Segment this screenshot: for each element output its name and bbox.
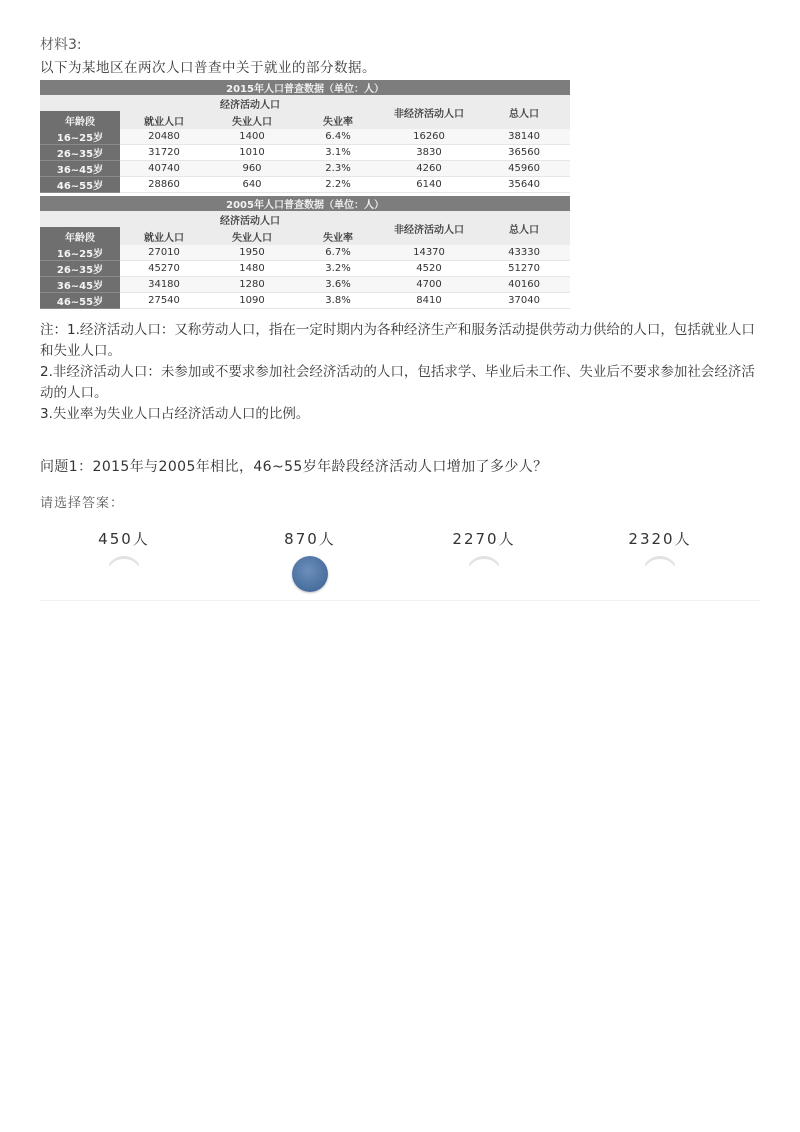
answer-option[interactable] [424,528,544,592]
cell-age: 16~25岁 [40,245,120,261]
header-age: 年龄段 [40,111,120,129]
cell-total: 36560 [478,145,570,161]
cell-rate: 6.4% [296,129,380,145]
header-total: 总人口 [478,211,570,245]
cell-rate: 3.6% [296,277,380,293]
cell-unemployed: 1280 [208,277,296,293]
table-row [40,177,570,193]
divider [40,600,760,601]
cell-total: 35640 [478,177,570,193]
cell-unemployed: 1400 [208,129,296,145]
cell-age: 46~55岁 [40,177,120,193]
answer-option[interactable] [600,528,720,592]
cell-non-econ: 4260 [380,161,478,177]
cell-total: 51270 [478,261,570,277]
cell-unemployed: 640 [208,177,296,193]
notes [40,320,760,425]
answer-option[interactable] [64,528,184,592]
table-row [40,161,570,177]
option-label: 2320人 [628,530,692,548]
cell-non-econ: 14370 [380,245,478,261]
cell-rate: 2.3% [296,161,380,177]
cell-unemployed: 1950 [208,245,296,261]
header-blank [40,211,120,227]
radio-button[interactable] [106,556,142,592]
cell-rate: 6.7% [296,245,380,261]
question-text: 问题1：2015年与2005年相比，46~55岁年龄段经济活动人口增加了多少人？ [40,459,548,475]
header-econ-group: 经济活动人口 [120,211,380,227]
table-row [40,245,570,261]
cell-age: 36~45岁 [40,277,120,293]
header-unemployed: 失业人口 [208,227,296,245]
cell-employed: 20480 [120,129,208,145]
header-age: 年龄段 [40,227,120,245]
cell-total: 38140 [478,129,570,145]
cell-rate: 2.2% [296,177,380,193]
cell-age: 36~45岁 [40,161,120,177]
cell-unemployed: 960 [208,161,296,177]
header-non-econ: 非经济活动人口 [380,211,478,245]
answer-option[interactable] [250,528,370,592]
material-label: 材料3: [40,37,82,53]
cell-non-econ: 4520 [380,261,478,277]
table-row [40,145,570,161]
cell-employed: 45270 [120,261,208,277]
cell-total: 45960 [478,161,570,177]
header-econ-group: 经济活动人口 [120,95,380,111]
cell-rate: 3.2% [296,261,380,277]
note-1: 注：1.经济活动人口：又称劳动人口，指在一定时期内为各种经济生产和服务活动提供劳动力供给的人口，包括就业人口和失业人口。 [40,322,755,359]
header-blank [40,95,120,111]
table-row [40,277,570,293]
cell-employed: 34180 [120,277,208,293]
cell-unemployed: 1090 [208,293,296,309]
option-label: 870人 [284,530,336,548]
cell-non-econ: 3830 [380,145,478,161]
cell-employed: 31720 [120,145,208,161]
header-rate: 失业率 [296,227,380,245]
cell-unemployed: 1480 [208,261,296,277]
header-employed: 就业人口 [120,111,208,129]
cell-non-econ: 8410 [380,293,478,309]
header-rate: 失业率 [296,111,380,129]
radio-button-selected[interactable] [292,556,328,592]
table-row [40,129,570,145]
cell-age: 16~25岁 [40,129,120,145]
option-label: 450人 [98,530,150,548]
header-employed: 就业人口 [120,227,208,245]
header-total: 总人口 [478,95,570,129]
cell-non-econ: 6140 [380,177,478,193]
cell-unemployed: 1010 [208,145,296,161]
cell-total: 37040 [478,293,570,309]
note-2: 2.非经济活动人口：未参加或不要求参加社会经济活动的人口，包括求学、毕业后未工作、失业后不要求参加社会经济活动的人口。 [40,364,755,401]
table-row [40,261,570,277]
cell-non-econ: 16260 [380,129,478,145]
radio-button[interactable] [466,556,502,592]
note-3: 3.失业率为失业人口占经济活动人口的比例。 [40,406,310,422]
census-table-2005 [40,196,570,309]
cell-rate: 3.1% [296,145,380,161]
radio-button[interactable] [642,556,678,592]
cell-non-econ: 4700 [380,277,478,293]
cell-age: 46~55岁 [40,293,120,309]
cell-employed: 40740 [120,161,208,177]
cell-rate: 3.8% [296,293,380,309]
cell-employed: 28860 [120,177,208,193]
cell-employed: 27540 [120,293,208,309]
answer-prompt: 请选择答案： [40,496,125,511]
cell-total: 43330 [478,245,570,261]
header-non-econ: 非经济活动人口 [380,95,478,129]
table-title: 2005年人口普查数据（单位：人） [40,196,570,211]
table-title: 2015年人口普查数据（单位：人） [40,80,570,95]
cell-age: 26~35岁 [40,145,120,161]
census-table-2015 [40,80,570,193]
material-intro: 以下为某地区在两次人口普查中关于就业的部分数据。 [40,60,376,76]
answer-options [40,528,760,598]
table-row [40,293,570,309]
header-unemployed: 失业人口 [208,111,296,129]
option-label: 2270人 [452,530,516,548]
cell-age: 26~35岁 [40,261,120,277]
cell-employed: 27010 [120,245,208,261]
cell-total: 40160 [478,277,570,293]
